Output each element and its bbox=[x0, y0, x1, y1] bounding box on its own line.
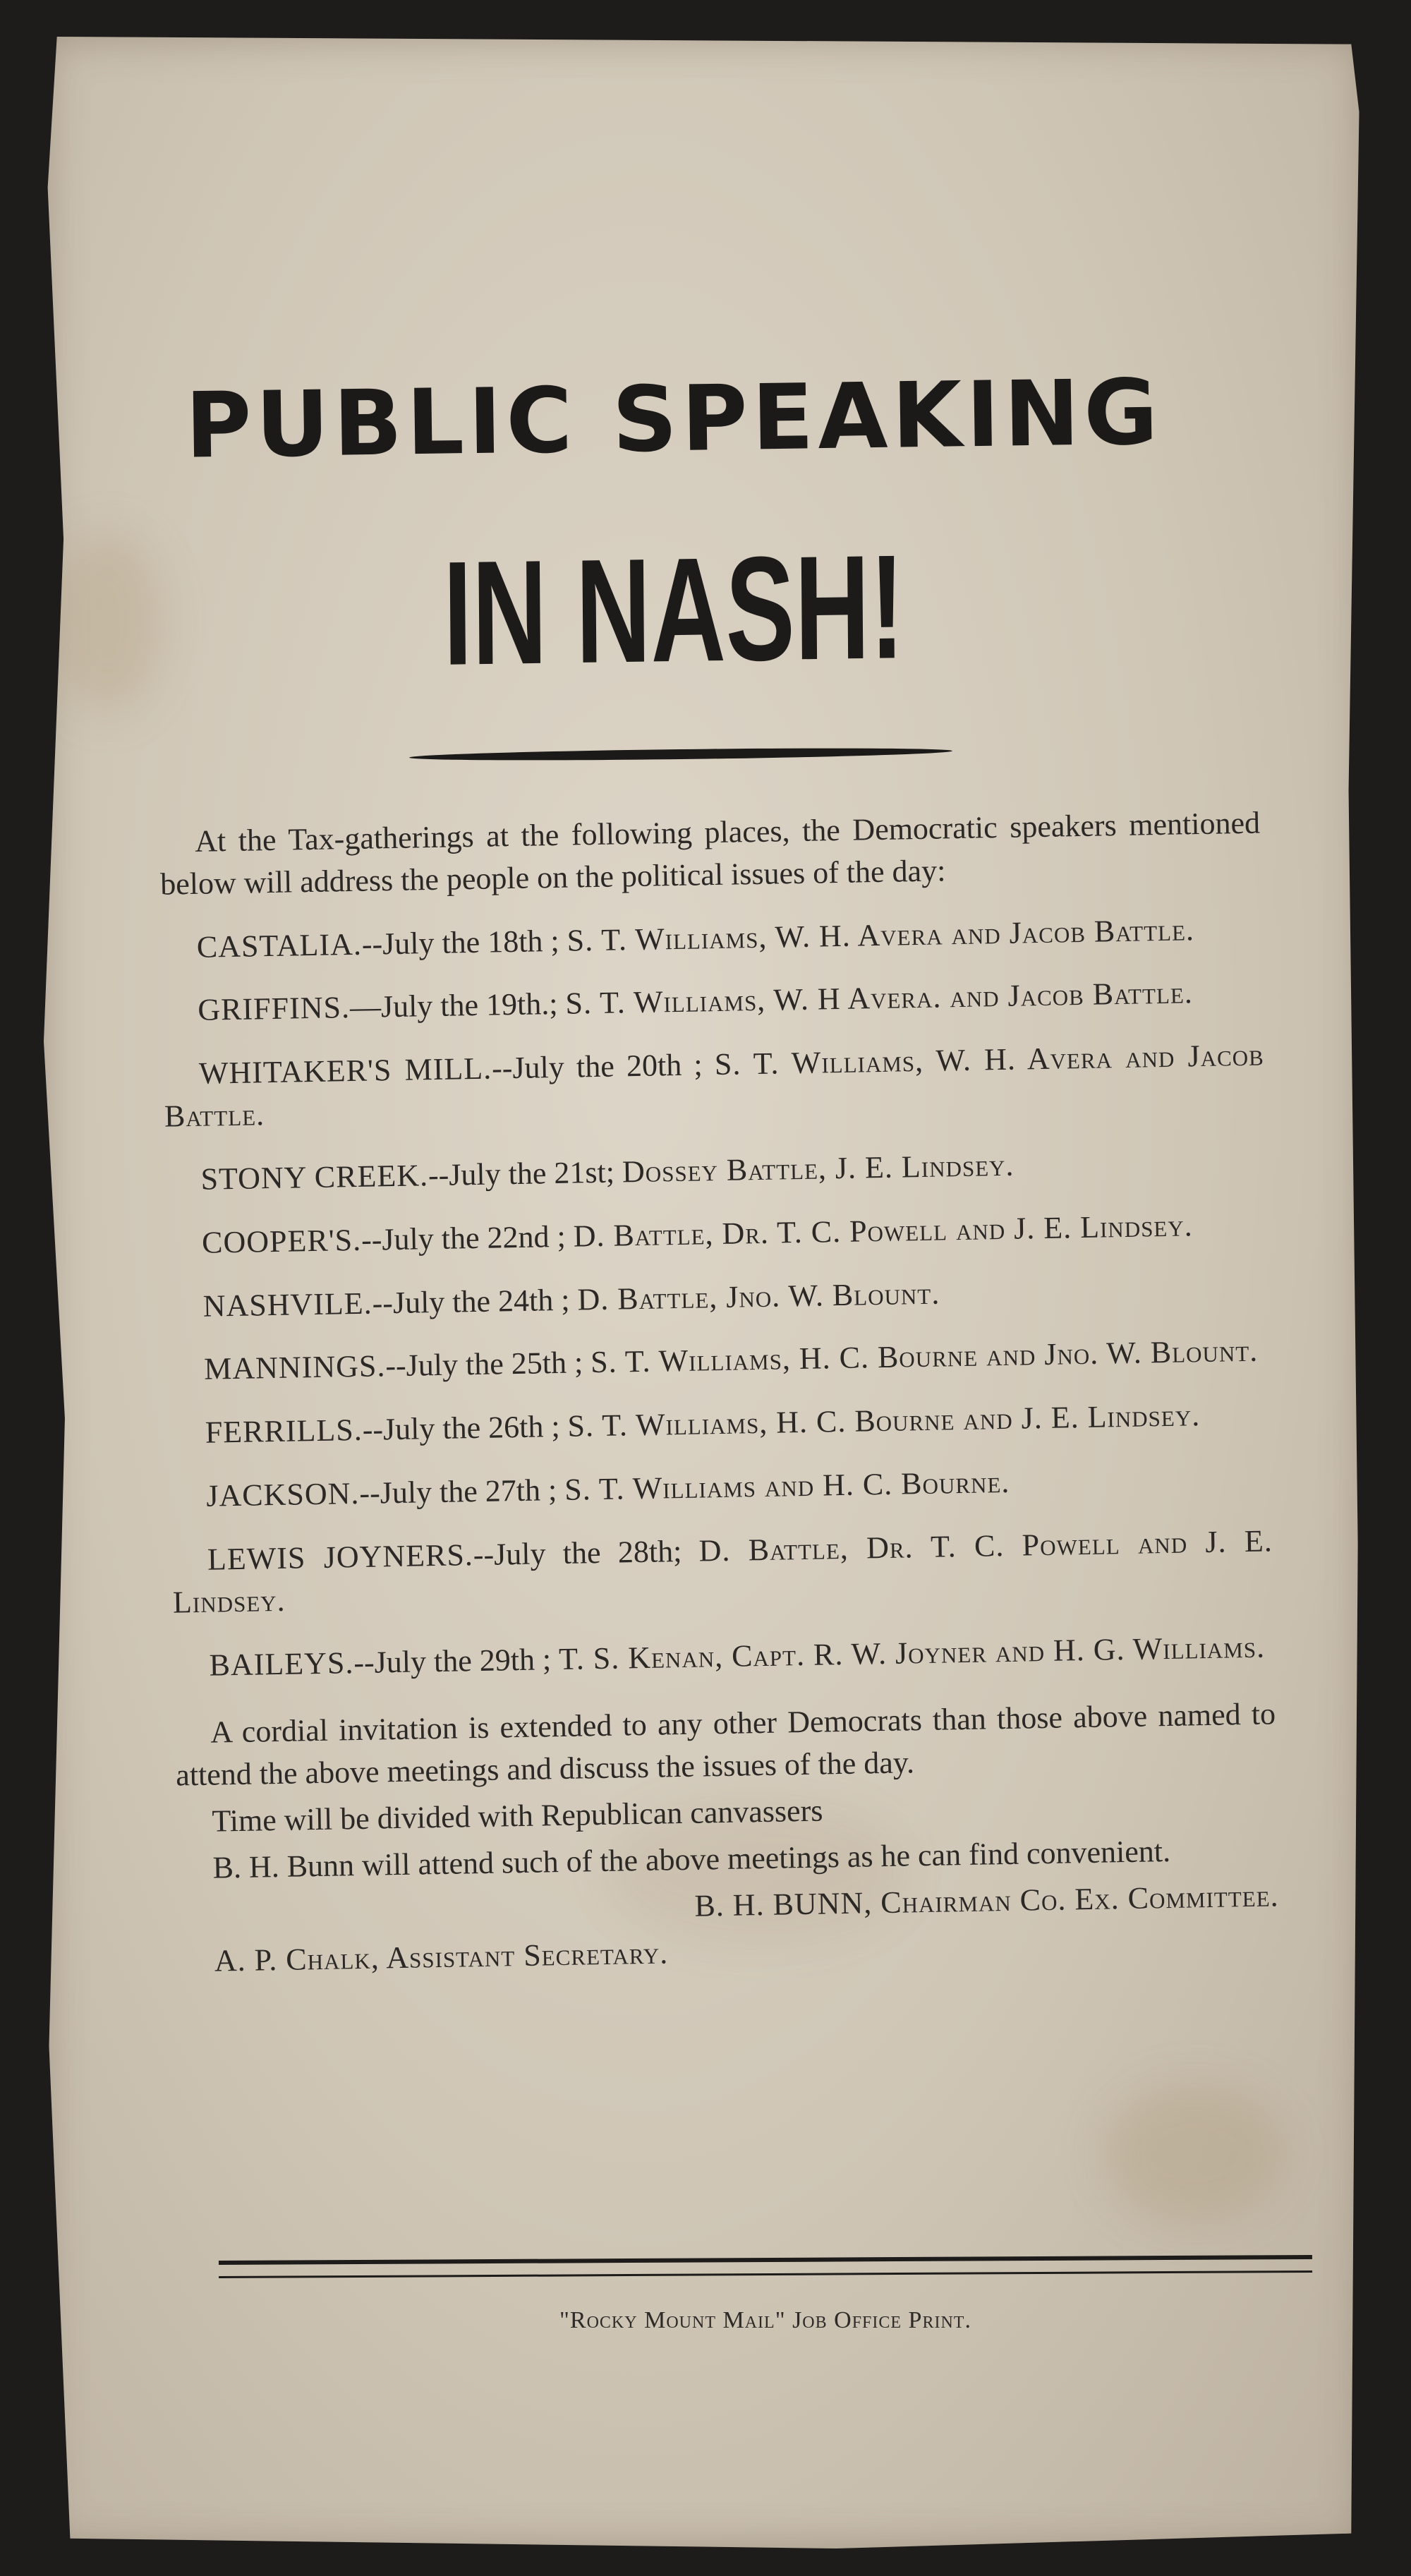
meeting-speakers: D. Battle, Dr. T. C. Powell and J. E. Lindsey. bbox=[172, 1523, 1273, 1620]
meeting-speakers: S. T. Williams, H. C. Bourne and Jno. W. Blount. bbox=[590, 1334, 1259, 1380]
meeting-speakers: D. Battle, Dr. T. C. Powell and J. E. Lindsey. bbox=[573, 1208, 1194, 1254]
meeting-date: --July the 20th ; bbox=[491, 1047, 703, 1086]
meeting-speakers: Dossey Battle, J. E. Lindsey. bbox=[622, 1147, 1015, 1190]
meeting-place: CASTALIA. bbox=[196, 926, 363, 965]
meeting-entry bbox=[169, 1393, 1271, 1455]
meeting-date: --July the 27th ; bbox=[358, 1473, 557, 1511]
headline-public-speaking: PUBLIC SPEAKING bbox=[184, 360, 1163, 479]
meeting-place: STONY CREEK. bbox=[200, 1158, 429, 1197]
meeting-entry bbox=[161, 907, 1262, 969]
meeting-speakers: D. Battle, Jno. W. Blount. bbox=[577, 1276, 940, 1317]
meeting-place: FERRILLS. bbox=[205, 1413, 363, 1451]
time-note: Time will be divided with Republican canvassers bbox=[212, 1793, 823, 1839]
meeting-place: BAILEYS. bbox=[209, 1645, 354, 1683]
meeting-speakers: S. T. Williams, W. H Avera. and Jacob Battle. bbox=[565, 975, 1194, 1022]
meeting-place: NASHVILE. bbox=[202, 1286, 373, 1324]
meeting-place: MANNINGS. bbox=[203, 1348, 386, 1387]
meeting-date: --July the 29th ; bbox=[353, 1641, 552, 1680]
meeting-entry bbox=[166, 1203, 1268, 1264]
meeting-entry bbox=[162, 971, 1264, 1032]
meeting-date: --July the 26th ; bbox=[362, 1409, 560, 1448]
meeting-list bbox=[161, 907, 1275, 1687]
meeting-entry bbox=[167, 1266, 1268, 1328]
meeting-place: JACKSON. bbox=[205, 1476, 360, 1513]
paper-stain bbox=[1102, 2083, 1285, 2224]
headline-in-nash: IN NASH! bbox=[442, 524, 905, 696]
meeting-speakers: S. T. Williams, H. C. Bourne and J. E. Lindsey. bbox=[567, 1398, 1201, 1444]
meeting-speakers: S. T. Williams and H. C. Bourne. bbox=[564, 1464, 1010, 1507]
meeting-speakers: S. T. Williams, W. H. Avera and Jacob Battle. bbox=[164, 1037, 1265, 1134]
meeting-date: --July the 25th ; bbox=[384, 1345, 583, 1384]
meeting-entry bbox=[169, 1330, 1270, 1391]
notice-body bbox=[159, 802, 1280, 1987]
paper-stain bbox=[51, 531, 164, 714]
meeting-entry bbox=[165, 1139, 1266, 1201]
invitation-paragraph: A cordial invitation is extended to any other Democrats than those above named to attend the above meetings and discuss the issues of the day. bbox=[175, 1696, 1276, 1793]
meeting-date: --July the 21st; bbox=[428, 1154, 615, 1193]
printer-imprint: "Rocky Mount Mail" Job Office Print. bbox=[559, 2307, 971, 2333]
closing-notes bbox=[175, 1693, 1280, 1983]
meeting-date: --July the 28th; bbox=[473, 1533, 682, 1573]
meeting-date: —July the 19th.; bbox=[349, 986, 558, 1025]
bunn-note: B. H. Bunn will attend such of the above meetings as he can find convenient. bbox=[212, 1833, 1171, 1885]
meeting-date: --July the 18th ; bbox=[361, 923, 560, 962]
meeting-date: --July the 22nd ; bbox=[361, 1219, 567, 1257]
meeting-place: GRIFFINS. bbox=[197, 990, 351, 1028]
meeting-speakers: S. T. Williams, W. H. Avera and Jacob Battle. bbox=[567, 912, 1195, 958]
meeting-place: COOPER'S. bbox=[201, 1222, 362, 1260]
meeting-speakers: T. S. Kenan, Capt. R. W. Joyner and H. G. Williams. bbox=[558, 1629, 1266, 1676]
meeting-entry bbox=[171, 1456, 1272, 1518]
meeting-date: --July the 24th ; bbox=[372, 1282, 570, 1321]
meeting-entry bbox=[174, 1626, 1275, 1687]
meeting-place: LEWIS JOYNERS. bbox=[207, 1537, 474, 1577]
secretary-signature: A. P. Chalk, Assistant Secretary. bbox=[214, 1935, 669, 1978]
meeting-entry bbox=[171, 1520, 1273, 1623]
intro-paragraph: At the Tax-gatherings at the following places, the Democratic speakers mentioned below will address the people on the political issues of the day: bbox=[159, 805, 1261, 902]
meeting-entry bbox=[163, 1034, 1265, 1138]
meeting-place: WHITAKER'S MILL. bbox=[198, 1051, 492, 1092]
chairman-signature: B. H. BUNN, Chairman Co. Ex. Committee. bbox=[694, 1878, 1279, 1923]
